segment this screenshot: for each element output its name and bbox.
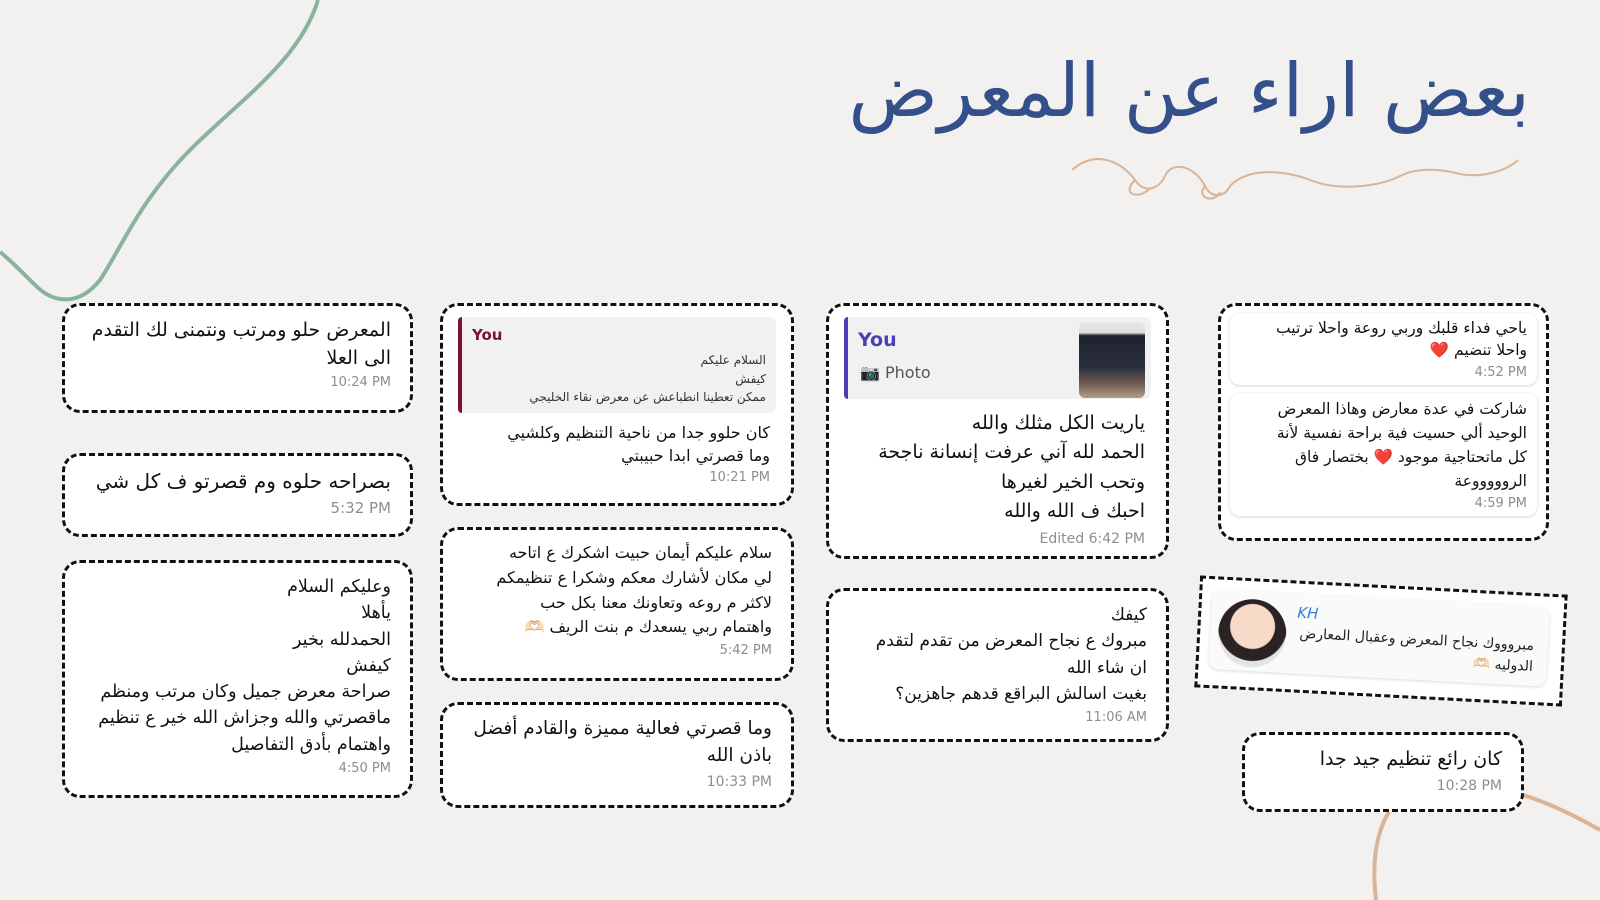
message-time: 4:50 PM bbox=[338, 760, 391, 776]
message-time: 4:52 PM bbox=[1474, 364, 1527, 380]
photo-label bbox=[860, 361, 931, 384]
reply-text: السلام عليكم كيفش ممكن تعطينا انطباعش عن معرض نقاء الخليجي bbox=[529, 353, 766, 405]
message-time: 5:32 PM bbox=[330, 499, 391, 517]
reply-bar bbox=[458, 317, 462, 413]
message-text: شاركت في عدة معارض وهاذا المعرض الوحيد ألي حسيت فية براحة نفسية لأنة كل ماتحتاجية موجود ❤️ بختصار فاق الروووووعة bbox=[1276, 399, 1527, 490]
message-time: 11:06 AM bbox=[1085, 710, 1147, 726]
message-bubble bbox=[838, 313, 1157, 551]
review-card bbox=[62, 303, 413, 413]
message-bubble bbox=[1230, 393, 1537, 516]
review-card-rotated bbox=[1194, 575, 1567, 706]
ornament-loop bbox=[1130, 180, 1220, 199]
review-card bbox=[62, 560, 413, 798]
message-text: ياحي فداء قلبك وربي روعة واحلا ترتيب واحلا تنضيم ❤️ bbox=[1276, 319, 1527, 360]
review-card bbox=[1218, 303, 1549, 541]
message-time: 10:28 PM bbox=[1436, 777, 1502, 794]
review-card bbox=[440, 702, 794, 808]
message-time: Edited 6:42 PM bbox=[1039, 530, 1145, 547]
message-time: 4:59 PM bbox=[1474, 495, 1527, 511]
message-text: بصراحه حلوه وم قصرتو ف كل شي bbox=[95, 469, 391, 493]
message-bubble bbox=[838, 598, 1157, 730]
review-card bbox=[440, 303, 794, 506]
avatar bbox=[1216, 598, 1287, 669]
message-time: 10:21 PM bbox=[709, 470, 770, 486]
message-bubble bbox=[1254, 742, 1512, 798]
reply-bar bbox=[844, 317, 848, 399]
photo-thumbnail[interactable] bbox=[1079, 322, 1145, 398]
message-text: كيفك مبروك ع نجاح المعرض من تقدم لتقدم ان شاء الله بغيت اسالش البراقع قدهم جاهزين؟ bbox=[875, 605, 1147, 705]
message-text: ياريت الكل مثلك والله الحمد لله آني عرفت إنسانة ناجحة وتحب الخير لغيرها احبك ف الله والله bbox=[878, 412, 1145, 523]
quoted-photo-reply bbox=[844, 317, 1151, 399]
ornament-swirl bbox=[1072, 159, 1518, 195]
commenter-name: KH bbox=[1296, 603, 1319, 623]
message-bubble bbox=[74, 570, 401, 781]
message-bubble bbox=[74, 313, 401, 395]
message-text: سلام عليكم أيمان حبيت اشكرك ع اتاحه لي مكان لأشارك معكم وشكرا ع تنظيمكم لاكثر م روعه وتعاونك معنا بكل حب واهتمام ربي يسعدك م بنت الريف 🫶🏻 bbox=[496, 543, 772, 637]
message-bubble bbox=[452, 712, 782, 794]
message-bubble bbox=[1230, 313, 1537, 385]
message-time: 5:42 PM bbox=[719, 643, 772, 659]
review-card bbox=[826, 588, 1169, 742]
message-time: 10:24 PM bbox=[330, 375, 391, 391]
message-text: وعليكم السلام يأهلا الحمدلله بخير كيفش صراحة معرض جميل وكان مرتب ومنظم ماقصرتي والله وجزاش الله خير ع تنظيم واهتمام بأدق التفاصيل bbox=[98, 577, 391, 755]
photo-label-text: Photo bbox=[885, 363, 931, 382]
reply-author: You bbox=[858, 329, 897, 351]
message-bubble bbox=[452, 537, 782, 663]
review-card bbox=[440, 527, 794, 681]
message-bubble bbox=[452, 313, 782, 490]
review-card bbox=[826, 303, 1169, 559]
reply-author: You bbox=[472, 326, 503, 344]
message-text: وما قصرتي فعالية مميزة والقادم أفضل باذن الله bbox=[473, 718, 772, 766]
review-card bbox=[62, 453, 413, 537]
message-bubble bbox=[74, 463, 401, 522]
comment-text: مبروووك نجاح المعرض وعقبال المعارض الدوليه 🫶🏻 bbox=[1299, 625, 1535, 675]
review-card bbox=[1242, 732, 1524, 812]
message-text: كان حلوو جدا من ناحية التنظيم وكلشيي وما قصرتي ابدا حبيبتي bbox=[507, 422, 770, 465]
message-text: المعرض حلو ومرتب ونتمنى لك التقدم الى العلا bbox=[91, 319, 391, 369]
quoted-reply bbox=[458, 317, 776, 413]
green-curve bbox=[0, 0, 318, 299]
comment-bubble bbox=[1208, 589, 1550, 687]
camera-icon: 📷 bbox=[860, 363, 880, 382]
page-title: بعض اراء عن المعرض bbox=[848, 48, 1530, 134]
message-text: كان رائع تنظيم جيد جدا bbox=[1319, 748, 1502, 770]
message-time: 10:33 PM bbox=[706, 773, 772, 790]
